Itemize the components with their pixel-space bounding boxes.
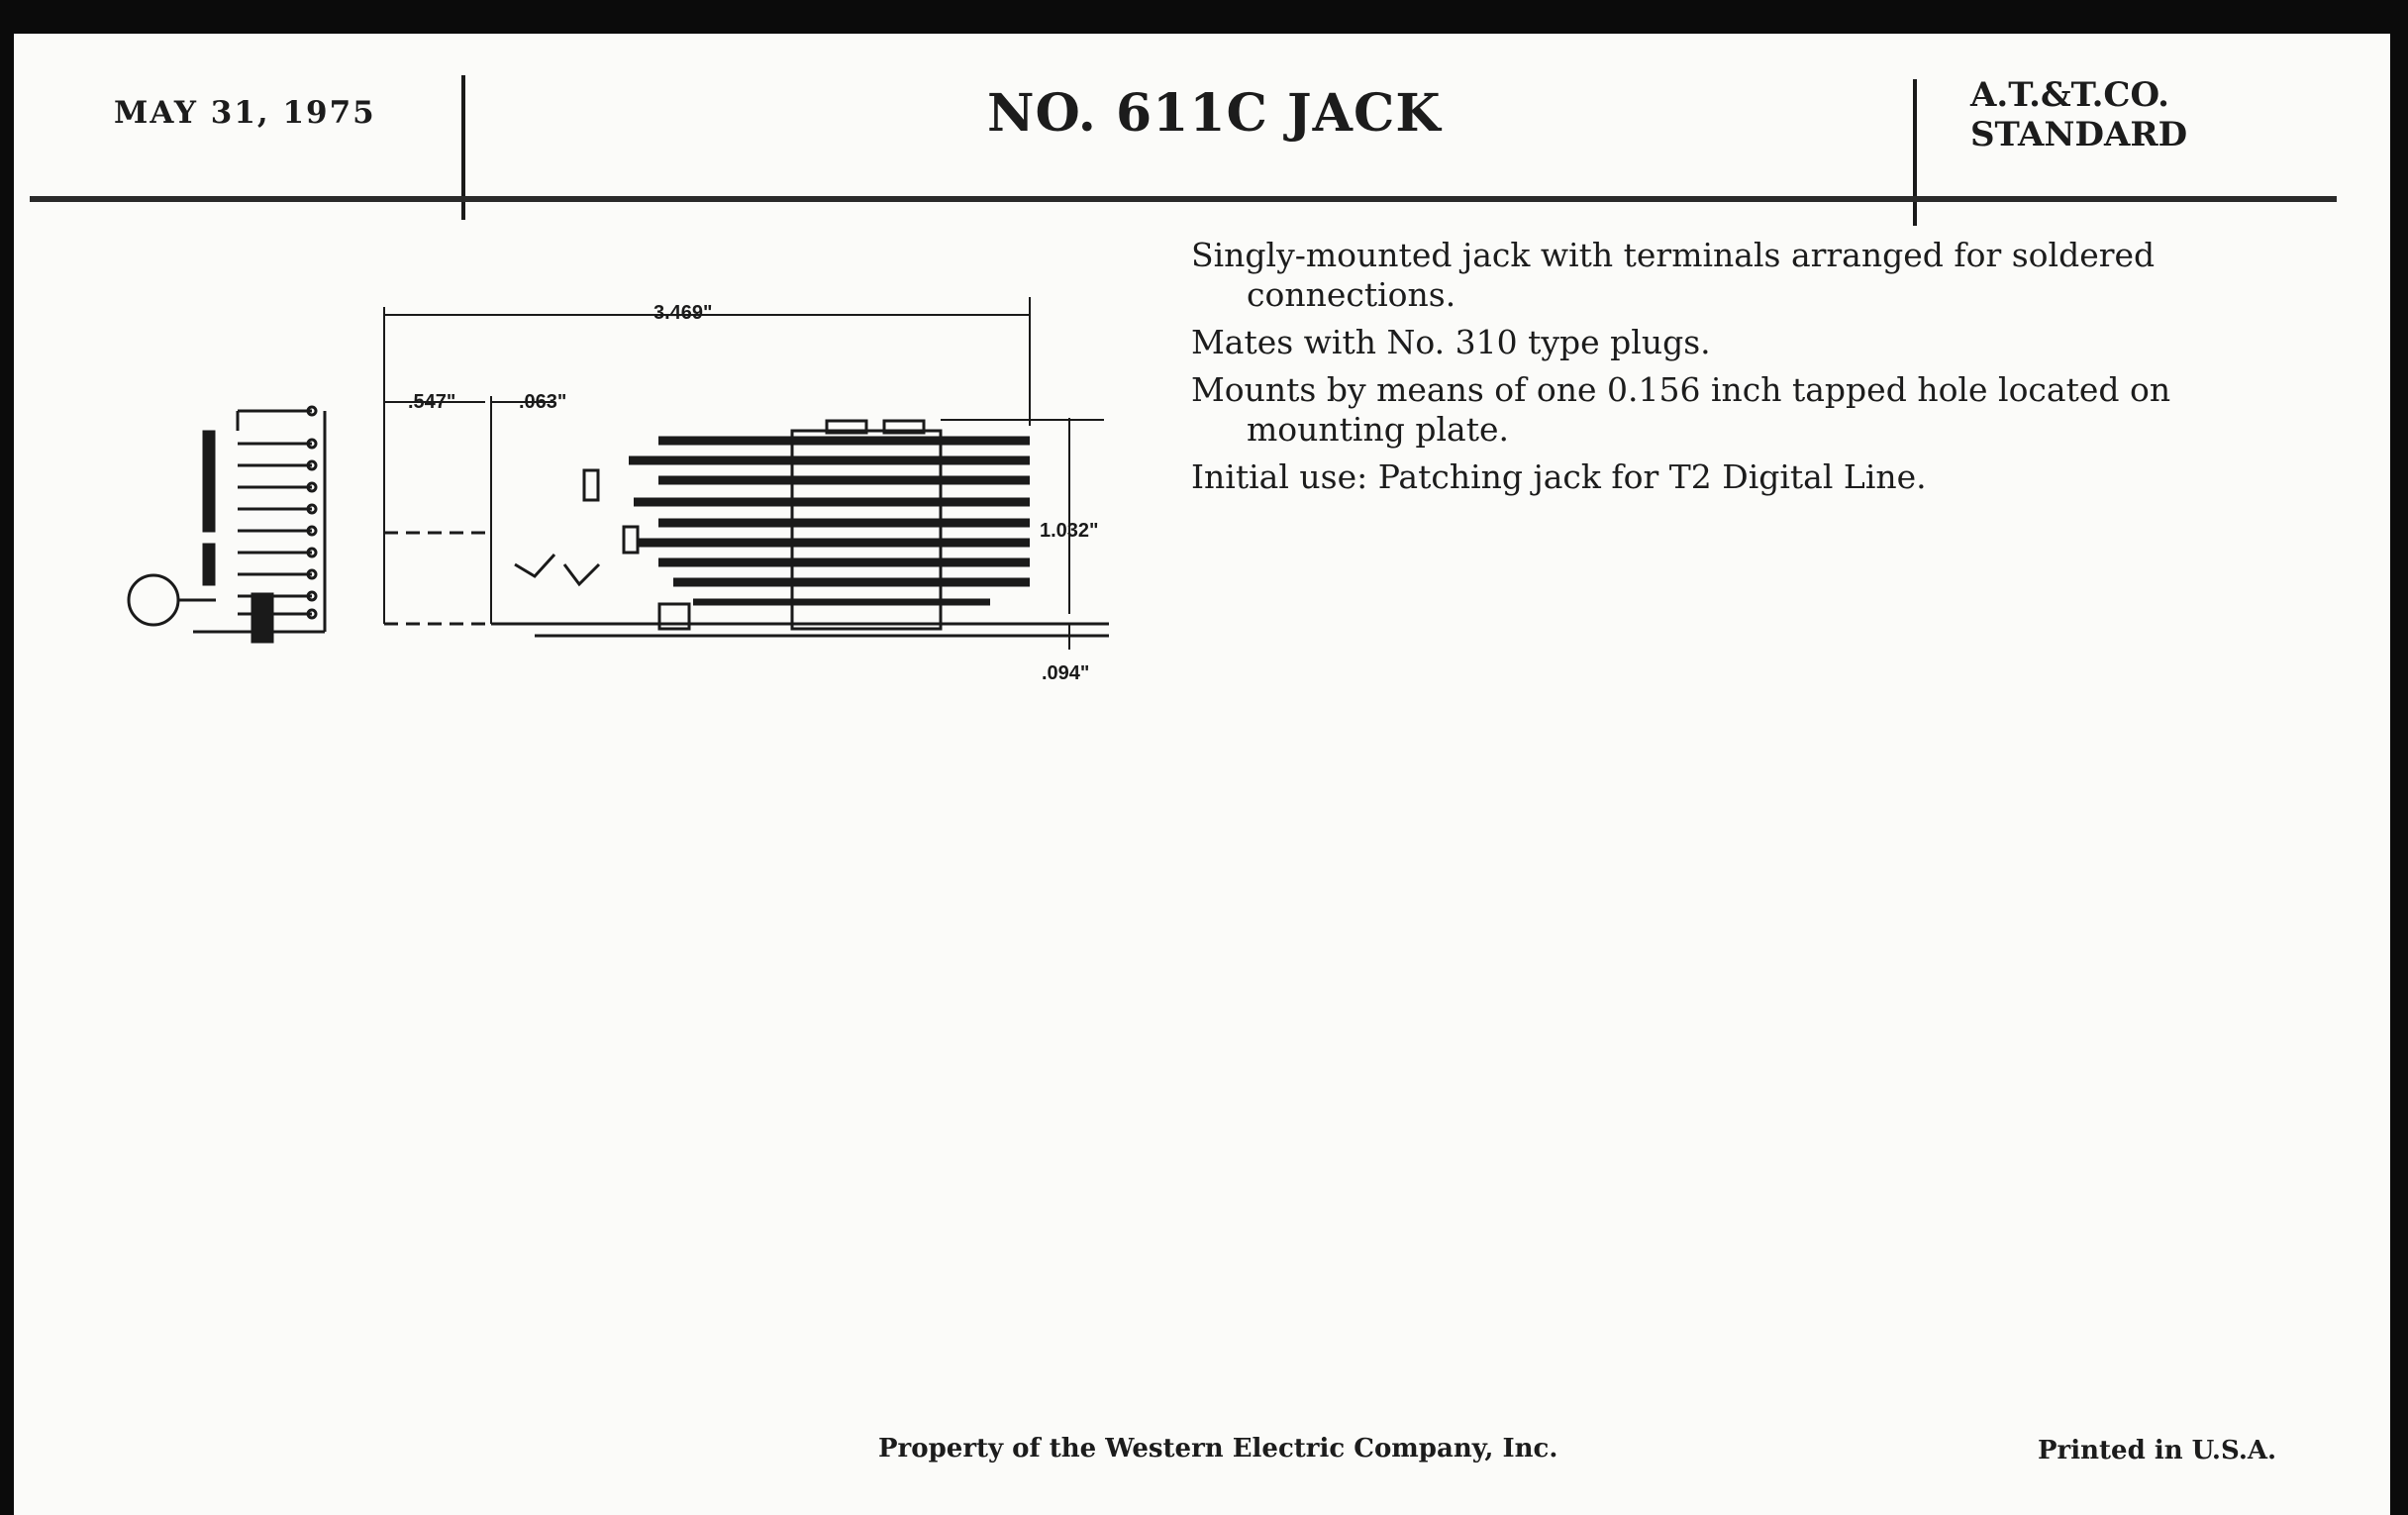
- circuit-schematic: [129, 407, 325, 642]
- page-title: NO. 611C JACK: [987, 83, 1442, 144]
- dim-base: .094": [1042, 662, 1090, 684]
- dim-overall-length: 3.469": [653, 302, 713, 324]
- description-line-1: Singly-mounted jack with terminals arranged for soldered connections.: [1191, 236, 2156, 314]
- description-line-3: Mounts by means of one 0.156 inch tapped hole located on mounting plate.: [1191, 370, 2171, 449]
- standard-label: [1970, 75, 2188, 154]
- issue-date: MAY 31, 1975: [114, 95, 376, 131]
- org-name: A.T.&T.CO.: [1970, 75, 2169, 115]
- jack-drawing: [99, 267, 1129, 703]
- header-rule: [30, 196, 2337, 202]
- org-standard: STANDARD: [1970, 115, 2188, 154]
- dim-plate: .063": [519, 391, 567, 413]
- header-divider-right: [1913, 79, 1917, 226]
- description-line-2: Mates with No. 310 type plugs.: [1191, 323, 1711, 361]
- description-line-4: Initial use: Patching jack for T2 Digital Line.: [1191, 457, 1927, 496]
- footer-printed: Printed in U.S.A.: [2038, 1436, 2277, 1465]
- footer-property: Property of the Western Electric Company, Inc.: [878, 1434, 1558, 1464]
- description: [1191, 236, 2310, 505]
- jack-body: [384, 421, 1109, 636]
- dim-height: 1.032": [1040, 520, 1099, 542]
- dim-front: .547": [408, 391, 456, 413]
- dimension-lines: [384, 297, 1104, 650]
